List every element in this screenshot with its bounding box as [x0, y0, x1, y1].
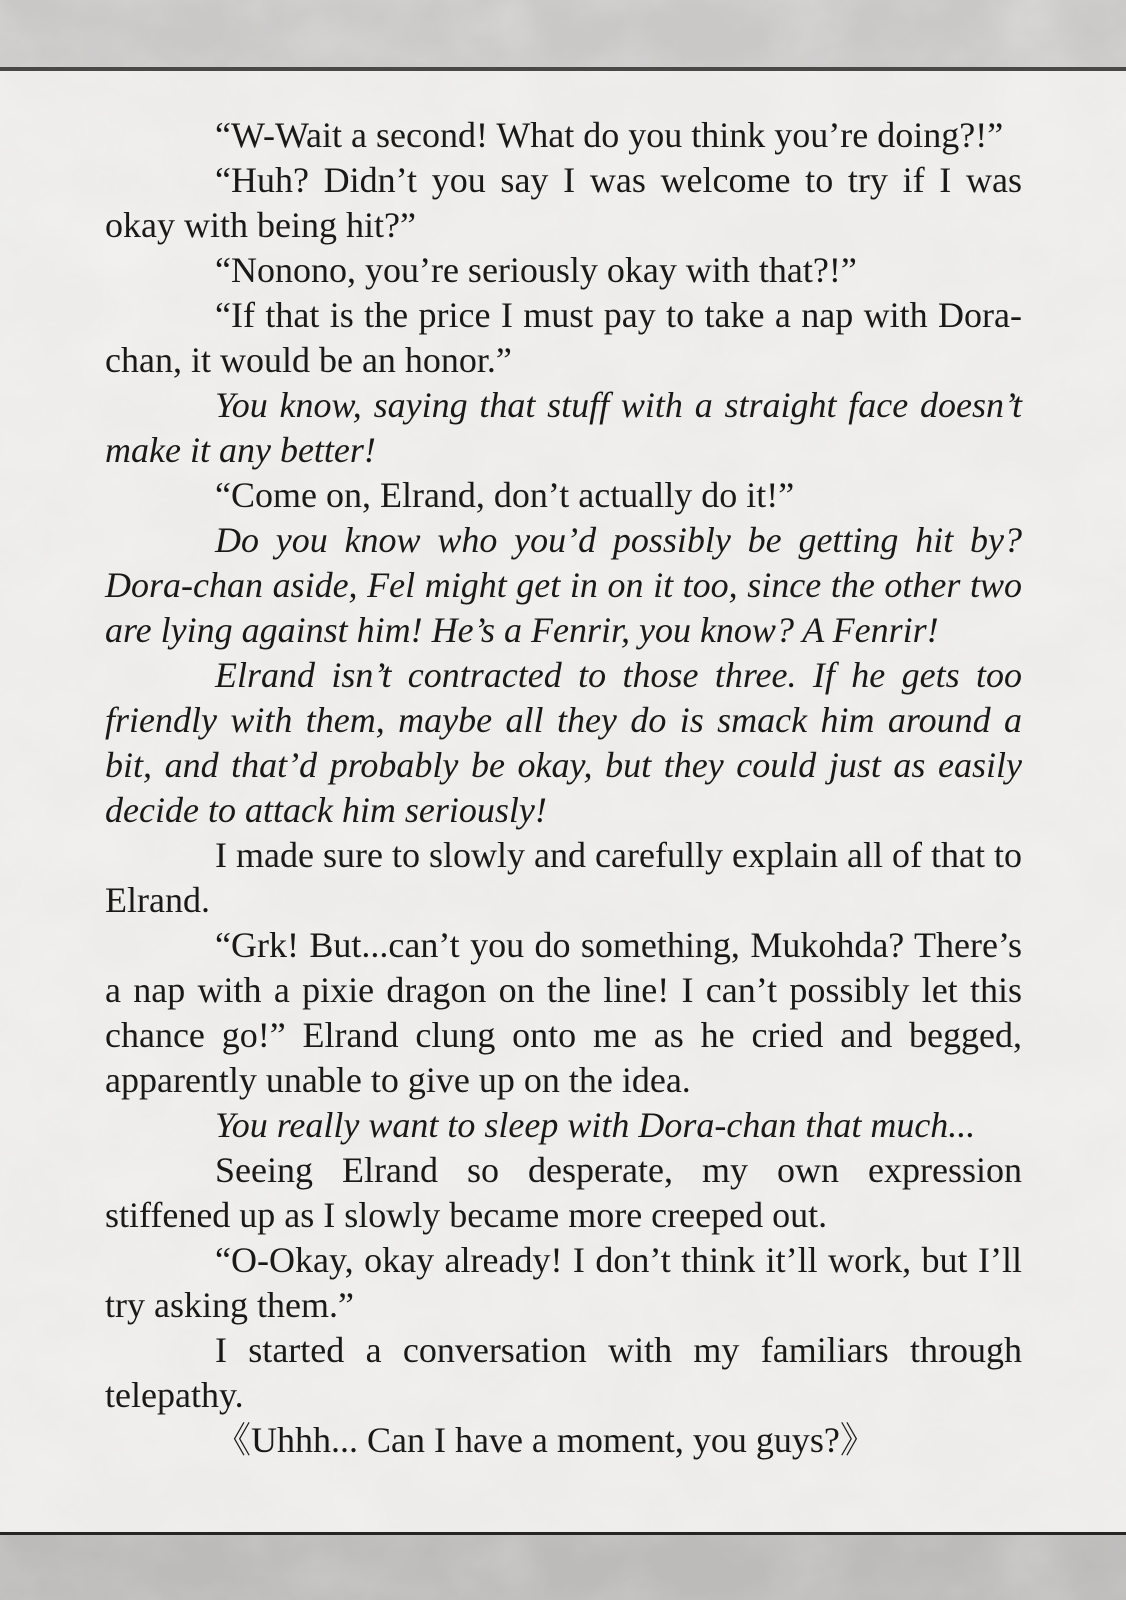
paragraph: “If that is the price I must pay to take a nap with Dora-chan, it would be an honor.”: [105, 295, 1022, 380]
paragraph: 《Uhhh... Can I have a moment, you guys?》: [215, 1420, 876, 1460]
paragraph: “Huh? Didn’t you say I was welcome to try if I was okay with being hit?”: [105, 160, 1022, 245]
paragraph: Seeing Elrand so desperate, my own expression stiffened up as I slowly became more creeped out.: [105, 1150, 1022, 1235]
paragraph: “Come on, Elrand, don’t actually do it!”: [215, 475, 795, 515]
book-page: [0, 71, 1126, 1532]
paragraph: I started a conversation with my familiars through telepathy.: [105, 1330, 1022, 1415]
paragraph: I made sure to slowly and carefully explain all of that to Elrand.: [105, 835, 1022, 920]
page-text: [0, 71, 1126, 1463]
bottom-margin-band: [0, 1535, 1126, 1600]
paragraph: You know, saying that stuff with a straight face doesn’t make it any better!: [105, 385, 1022, 470]
top-margin-band: [0, 0, 1126, 67]
paragraph: Elrand isn’t contracted to those three. If he gets too friendly with them, maybe all they do is smack him around a bit, and that’d probably be okay, but they could just as easily decide to attack him seriously!: [105, 655, 1022, 830]
paragraph: Do you know who you’d possibly be getting hit by? Dora-chan aside, Fel might get in on it too, since the other two are lying against him! He’s a Fenrir, you know? A Fenrir!: [105, 520, 1022, 650]
paper-texture: [0, 0, 1126, 67]
paragraph: “Grk! But...can’t you do something, Mukohda? There’s a nap with a pixie dragon on the line! I can’t possibly let this chance go!” Elrand clung onto me as he cried and begged, apparently unable to give up on the idea.: [105, 925, 1022, 1100]
paragraph: “Nonono, you’re seriously okay with that?!”: [215, 250, 857, 290]
paragraph: “W-Wait a second! What do you think you’re doing?!”: [215, 115, 1004, 155]
paragraph: You really want to sleep with Dora-chan that much...: [215, 1105, 976, 1145]
paragraph: “O-Okay, okay already! I don’t think it’ll work, but I’ll try asking them.”: [105, 1240, 1022, 1325]
paper-texture: [0, 1535, 1126, 1600]
